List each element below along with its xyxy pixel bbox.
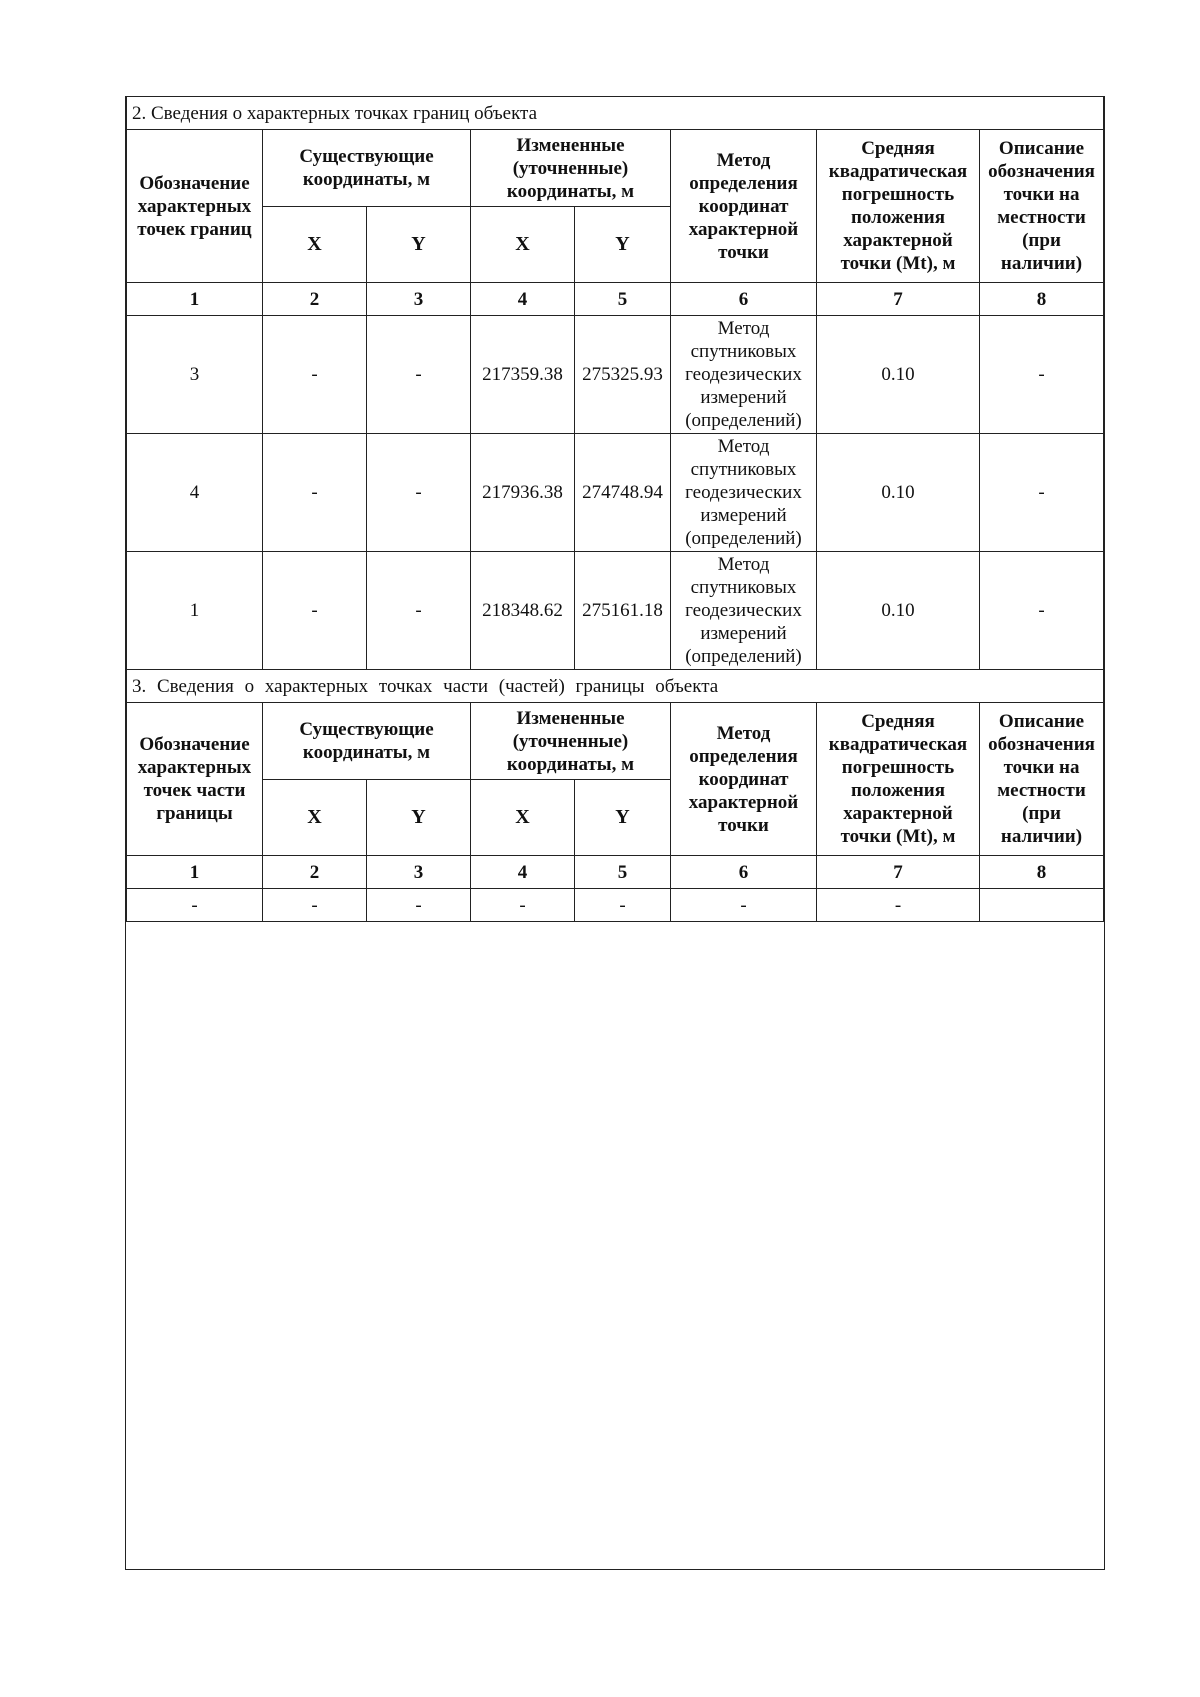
description: - [980, 552, 1104, 670]
document-frame [125, 96, 1105, 1570]
header-description: Описание обозначения точки на местности (при наличии) [980, 130, 1104, 283]
col-number: 2 [263, 856, 367, 889]
changed-x: 217936.38 [471, 434, 575, 552]
header-method: Метод определения координат характерной точки [671, 130, 817, 283]
col-number: 1 [127, 856, 263, 889]
section2-table [126, 97, 1104, 922]
existing-x: - [263, 316, 367, 434]
header-changed-coords: Измененные (уточненные) координаты, м [471, 130, 671, 207]
section2-title: 2. Сведения о характерных точках границ объекта [127, 97, 1104, 130]
mt-error: 0.10 [817, 552, 980, 670]
method: Метод спутниковых геодезических измерений (определений) [671, 316, 817, 434]
existing-y: - [367, 316, 471, 434]
cell: - [817, 889, 980, 922]
changed-y: 274748.94 [575, 434, 671, 552]
table-row [127, 552, 1104, 670]
changed-y: 275325.93 [575, 316, 671, 434]
changed-x: 218348.62 [471, 552, 575, 670]
cell: - [575, 889, 671, 922]
existing-y: - [367, 552, 471, 670]
method: Метод спутниковых геодезических измерений (определений) [671, 434, 817, 552]
col-number: 3 [367, 283, 471, 316]
col-number: 3 [367, 856, 471, 889]
header-changed-x: X [471, 207, 575, 283]
col-number: 2 [263, 283, 367, 316]
point-id: 1 [127, 552, 263, 670]
header-changed-y: Y [575, 207, 671, 283]
col-number: 1 [127, 283, 263, 316]
header-changed-coords: Измененные (уточненные) координаты, м [471, 703, 671, 780]
col-number: 6 [671, 856, 817, 889]
cell: - [127, 889, 263, 922]
section3-title: 3. Сведения о характерных точках части (частей) границы объекта [127, 670, 1104, 703]
changed-y: 275161.18 [575, 552, 671, 670]
header-description: Описание обозначения точки на местности (при наличии) [980, 703, 1104, 856]
mt-error: 0.10 [817, 316, 980, 434]
point-id: 4 [127, 434, 263, 552]
existing-y: - [367, 434, 471, 552]
header-error: Средняя квадратическая погрешность положения характерной точки (Mt), м [817, 703, 980, 856]
col-number: 8 [980, 283, 1104, 316]
col-number: 5 [575, 856, 671, 889]
existing-x: - [263, 434, 367, 552]
header-changed-x: X [471, 780, 575, 856]
col-number: 5 [575, 283, 671, 316]
col-number: 7 [817, 283, 980, 316]
header-changed-y: Y [575, 780, 671, 856]
table-row [127, 889, 1104, 922]
header-existing-y: Y [367, 207, 471, 283]
cell: - [671, 889, 817, 922]
header-point-designation: Обозначение характерных точек части границы [127, 703, 263, 856]
cell [980, 889, 1104, 922]
col-number: 6 [671, 283, 817, 316]
col-number: 8 [980, 856, 1104, 889]
header-existing-y: Y [367, 780, 471, 856]
existing-x: - [263, 552, 367, 670]
col-number: 4 [471, 283, 575, 316]
header-existing-coords: Существующие координаты, м [263, 130, 471, 207]
header-point-designation: Обозначение характерных точек границ [127, 130, 263, 283]
col-number: 7 [817, 856, 980, 889]
cell: - [263, 889, 367, 922]
header-existing-x: X [263, 207, 367, 283]
header-existing-x: X [263, 780, 367, 856]
header-method: Метод определения координат характерной точки [671, 703, 817, 856]
point-id: 3 [127, 316, 263, 434]
cell: - [471, 889, 575, 922]
table-row [127, 434, 1104, 552]
description: - [980, 316, 1104, 434]
col-number: 4 [471, 856, 575, 889]
cell: - [367, 889, 471, 922]
header-existing-coords: Существующие координаты, м [263, 703, 471, 780]
header-error: Средняя квадратическая погрешность положения характерной точки (Mt), м [817, 130, 980, 283]
method: Метод спутниковых геодезических измерений (определений) [671, 552, 817, 670]
table-row [127, 316, 1104, 434]
mt-error: 0.10 [817, 434, 980, 552]
changed-x: 217359.38 [471, 316, 575, 434]
description: - [980, 434, 1104, 552]
